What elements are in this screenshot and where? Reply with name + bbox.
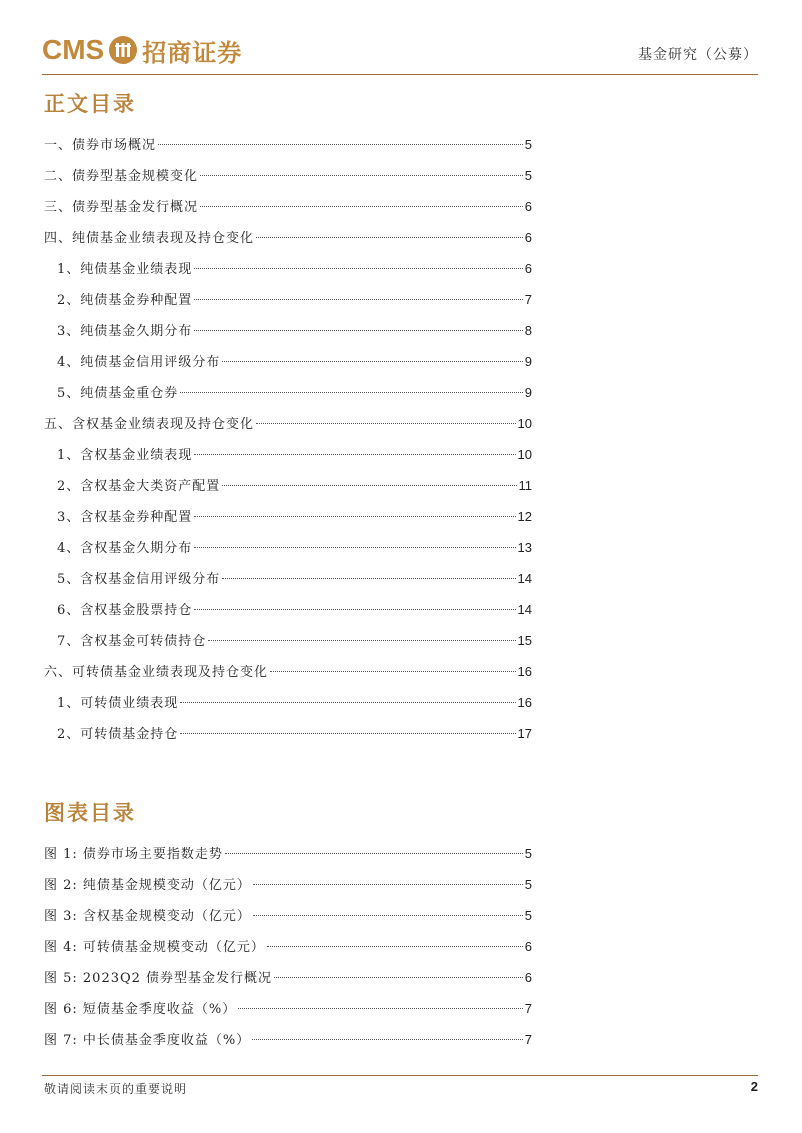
table-of-contents (44, 129, 532, 749)
toc-entry-label: 5、纯债基金重仓券 (57, 386, 179, 401)
toc-entry-label: 5、含权基金信用评级分布 (57, 572, 221, 587)
toc-entry[interactable] (44, 563, 532, 594)
toc-entry[interactable] (44, 625, 532, 656)
figure-entry-page: 6 (524, 970, 532, 985)
figure-entry-page: 6 (524, 939, 532, 954)
toc-entry-label: 2、可转债基金持仓 (57, 727, 179, 742)
figure-entry[interactable] (44, 838, 532, 869)
logo-cms-text: CMS (42, 34, 105, 65)
toc-entry-label: 3、纯债基金久期分布 (57, 324, 193, 339)
toc-entry[interactable] (44, 470, 532, 501)
toc-entry-label: 三、债券型基金发行概况 (44, 200, 199, 215)
toc-entry-page: 17 (517, 726, 532, 741)
company-logo (42, 32, 242, 68)
dot-leader (194, 547, 515, 548)
figure-entry[interactable] (44, 900, 532, 931)
toc-entry[interactable] (44, 284, 532, 315)
toc-entry[interactable] (44, 129, 532, 160)
dot-leader (270, 671, 516, 672)
toc-entry[interactable] (44, 656, 532, 687)
toc-entry[interactable] (44, 315, 532, 346)
toc-entry[interactable] (44, 346, 532, 377)
toc-entry-page: 10 (517, 447, 532, 462)
dot-leader (194, 454, 515, 455)
figure-entry[interactable] (44, 993, 532, 1024)
list-of-figures (44, 838, 532, 1055)
dot-leader (222, 578, 515, 579)
figure-entry-label: 图 6: 短债基金季度收益（%） (44, 1002, 237, 1017)
toc-entry[interactable] (44, 253, 532, 284)
figure-entry-page: 5 (524, 908, 532, 923)
toc-entry-label: 六、可转债基金业绩表现及持仓变化 (44, 665, 269, 680)
page-number: 2 (750, 1079, 758, 1094)
toc-entry[interactable] (44, 532, 532, 563)
figure-entry[interactable] (44, 1024, 532, 1055)
figure-entry[interactable] (44, 869, 532, 900)
toc-entry[interactable] (44, 377, 532, 408)
toc-entry[interactable] (44, 594, 532, 625)
toc-entry[interactable] (44, 222, 532, 253)
dot-leader (267, 946, 523, 947)
toc-entry-page: 10 (517, 416, 532, 431)
figure-entry-page: 5 (524, 846, 532, 861)
toc-entry-page: 16 (517, 664, 532, 679)
toc-entry[interactable] (44, 501, 532, 532)
dot-leader (180, 392, 522, 393)
toc-entry-label: 1、可转债业绩表现 (57, 696, 179, 711)
dot-leader (253, 884, 523, 885)
toc-entry-label: 二、债券型基金规模变化 (44, 169, 199, 184)
toc-entry-label: 7、含权基金可转债持仓 (57, 634, 207, 649)
toc-entry-page: 9 (524, 385, 532, 400)
disclaimer-note: 敬请阅读末页的重要说明 (44, 1082, 188, 1096)
dot-leader (194, 268, 522, 269)
dot-leader (208, 640, 515, 641)
toc-entry-label: 1、纯债基金业绩表现 (57, 262, 193, 277)
toc-entry-page: 16 (517, 695, 532, 710)
toc-entry-label: 四、纯债基金业绩表现及持仓变化 (44, 231, 255, 246)
figures-title: 图表目录 (44, 800, 136, 825)
dot-leader (238, 1008, 522, 1009)
logo-emblem-icon (108, 35, 138, 65)
figure-entry-page: 5 (524, 877, 532, 892)
dot-leader (180, 733, 515, 734)
toc-entry-label: 2、含权基金大类资产配置 (57, 479, 221, 494)
figure-entry-label: 图 5: 2023Q2 债券型基金发行概况 (44, 971, 273, 986)
toc-entry-page: 5 (524, 168, 532, 183)
dot-leader (194, 330, 522, 331)
dot-leader (222, 361, 522, 362)
toc-entry-label: 4、纯债基金信用评级分布 (57, 355, 221, 370)
toc-entry-label: 五、含权基金业绩表现及持仓变化 (44, 417, 255, 432)
page-header (42, 30, 758, 75)
toc-entry-label: 6、含权基金股票持仓 (57, 603, 193, 618)
toc-entry-page: 12 (517, 509, 532, 524)
figure-entry-label: 图 7: 中长债基金季度收益（%） (44, 1033, 251, 1048)
dot-leader (158, 144, 523, 145)
toc-entry-page: 8 (524, 323, 532, 338)
toc-entry-page: 5 (524, 137, 532, 152)
toc-entry-page: 14 (517, 602, 532, 617)
toc-entry-page: 11 (518, 478, 532, 493)
figure-entry-page: 7 (524, 1001, 532, 1016)
figure-entry-label: 图 2: 纯债基金规模变动（亿元） (44, 878, 251, 893)
toc-entry[interactable] (44, 687, 532, 718)
dot-leader (194, 299, 522, 300)
toc-title: 正文目录 (44, 91, 136, 116)
toc-entry-label: 一、债券市场概况 (44, 138, 157, 153)
toc-entry[interactable] (44, 160, 532, 191)
logo-company-name: 招商证券 (142, 38, 243, 67)
dot-leader (200, 206, 523, 207)
toc-entry-page: 6 (524, 199, 532, 214)
dot-leader (256, 423, 516, 424)
toc-entry-page: 6 (524, 230, 532, 245)
dot-leader (194, 516, 515, 517)
figure-entry-label: 图 3: 含权基金规模变动（亿元） (44, 909, 251, 924)
toc-entry-label: 1、含权基金业绩表现 (57, 448, 193, 463)
dot-leader (252, 1039, 522, 1040)
toc-entry-page: 15 (517, 633, 532, 648)
toc-entry-page: 9 (524, 354, 532, 369)
dot-leader (194, 609, 515, 610)
toc-entry-label: 4、含权基金久期分布 (57, 541, 193, 556)
report-type: 基金研究（公募） (638, 47, 758, 63)
dot-leader (200, 175, 523, 176)
dot-leader (222, 485, 516, 486)
figure-entry-label: 图 4: 可转债基金规模变动（亿元） (44, 940, 265, 955)
toc-entry[interactable] (44, 718, 532, 749)
figure-entry-label: 图 1: 债券市场主要指数走势 (44, 847, 223, 862)
dot-leader (180, 702, 515, 703)
dot-leader (253, 915, 523, 916)
toc-entry-label: 3、含权基金券种配置 (57, 510, 193, 525)
figure-entry[interactable] (44, 962, 532, 993)
toc-entry-page: 6 (524, 261, 532, 276)
toc-entry-page: 14 (517, 571, 532, 586)
toc-entry-page: 13 (517, 540, 532, 555)
toc-entry[interactable] (44, 439, 532, 470)
dot-leader (274, 977, 523, 978)
page-footer (42, 1075, 758, 1100)
toc-entry[interactable] (44, 191, 532, 222)
toc-entry-label: 2、纯债基金券种配置 (57, 293, 193, 308)
figure-entry-page: 7 (524, 1032, 532, 1047)
toc-entry-page: 7 (524, 292, 532, 307)
figure-entry[interactable] (44, 931, 532, 962)
toc-entry[interactable] (44, 408, 532, 439)
dot-leader (256, 237, 523, 238)
dot-leader (225, 853, 523, 854)
